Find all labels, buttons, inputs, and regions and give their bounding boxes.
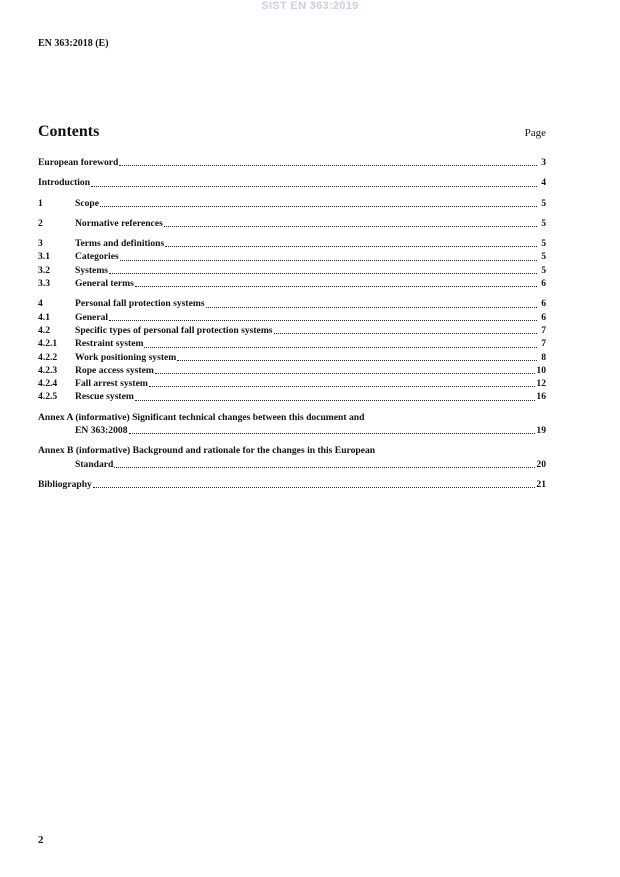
- toc-entry-page: 5: [541, 197, 546, 209]
- toc-entry-terms-and-definitions[interactable]: [38, 237, 546, 250]
- toc-entry-title: Specific types of personal fall protection systems: [75, 324, 273, 336]
- toc-entry-page: 6: [541, 311, 546, 323]
- dot-leader: [164, 226, 537, 227]
- toc-entry-number: 3.1: [38, 251, 50, 263]
- dot-leader: [177, 360, 537, 361]
- toc-entry-page: 5: [541, 251, 546, 263]
- toc-entry-introduction[interactable]: [38, 176, 546, 189]
- toc-entry-number: 4.2.1: [38, 338, 58, 350]
- toc-entry-title: Introduction: [38, 177, 91, 189]
- document-id: EN 363:2018 (E): [38, 38, 109, 49]
- toc-entry-number: 4.2.3: [38, 364, 58, 376]
- toc-entry-general-terms[interactable]: [38, 277, 546, 290]
- page-number: 2: [38, 834, 44, 846]
- toc-entry-number: 3.2: [38, 264, 50, 276]
- toc-entry-systems[interactable]: [38, 264, 546, 277]
- dot-leader: [149, 386, 536, 387]
- toc-entry-general[interactable]: [38, 311, 546, 324]
- toc-entry-title: Bibliography: [38, 478, 92, 490]
- toc-entry-page: 6: [541, 278, 546, 290]
- dot-leader: [135, 286, 537, 287]
- dot-leader: [144, 347, 537, 348]
- annex-b-title-line2: Standard: [75, 458, 114, 470]
- toc-entry-annex-b[interactable]: [38, 444, 546, 471]
- toc-entry-title: Terms and definitions: [75, 238, 165, 250]
- dot-leader: [91, 186, 537, 187]
- toc-entry-work-positioning-system[interactable]: [38, 351, 546, 364]
- toc-entry-bibliography[interactable]: [38, 478, 546, 491]
- toc-entry-page: 20: [536, 458, 546, 470]
- toc-entry-number: 4.2.4: [38, 378, 58, 390]
- contents-title: Contents: [38, 123, 100, 140]
- toc-entry-rope-access-system[interactable]: [38, 364, 546, 377]
- toc-entry-title: General: [75, 311, 109, 323]
- toc-entry-page: 10: [536, 364, 546, 376]
- toc-entry-title: European foreword: [38, 157, 119, 168]
- toc-entry-title: Systems: [75, 264, 109, 276]
- dot-leader: [109, 273, 537, 274]
- toc-entry-title: Rescue system: [75, 391, 134, 403]
- toc-entry-specific-types[interactable]: [38, 324, 546, 337]
- toc-entry-title: Work positioning system: [75, 351, 177, 363]
- toc-entry-page: 12: [536, 378, 546, 390]
- toc-entry-number: 2: [38, 217, 43, 229]
- toc-entry-number: 4.1: [38, 311, 50, 323]
- table-of-contents: [38, 156, 546, 491]
- toc-entry-restraint-system[interactable]: [38, 337, 546, 350]
- toc-entry-normative-references[interactable]: [38, 217, 546, 230]
- toc-entry-title: Scope: [75, 197, 99, 209]
- page-column-label: Page: [524, 127, 546, 139]
- toc-entry-scope[interactable]: [38, 197, 546, 210]
- toc-entry-european-foreword[interactable]: [38, 156, 546, 169]
- toc-entry-page: 5: [541, 264, 546, 276]
- toc-entry-page: 19: [536, 425, 546, 437]
- toc-entry-annex-a[interactable]: [38, 411, 546, 438]
- toc-entry-page: 7: [541, 338, 546, 350]
- dot-leader: [119, 165, 537, 166]
- toc-entry-categories[interactable]: [38, 250, 546, 263]
- toc-entry-number: 4: [38, 298, 43, 310]
- toc-entry-title: Restraint system: [75, 338, 144, 350]
- dot-leader: [135, 400, 536, 401]
- toc-entry-page: 5: [541, 238, 546, 250]
- toc-entry-page: 3: [541, 157, 546, 168]
- toc-entry-number: 4.2.2: [38, 351, 58, 363]
- toc-entry-number: 4.2.5: [38, 391, 58, 403]
- toc-entry-fall-arrest-system[interactable]: [38, 377, 546, 390]
- toc-entry-page: 4: [541, 177, 546, 189]
- toc-entry-page: 16: [536, 391, 546, 403]
- toc-entry-rescue-system[interactable]: [38, 390, 546, 403]
- toc-entry-personal-fall-protection-systems[interactable]: [38, 297, 546, 310]
- dot-leader: [206, 307, 537, 308]
- toc-entry-number: 4.2: [38, 324, 50, 336]
- toc-entry-title: Fall arrest system: [75, 378, 148, 390]
- watermark: SIST EN 363:2019: [261, 0, 359, 12]
- toc-entry-page: 6: [541, 298, 546, 310]
- toc-entry-title: General terms: [75, 278, 134, 290]
- toc-entry-page: 5: [541, 217, 546, 229]
- dot-leader: [100, 206, 537, 207]
- dot-leader: [165, 246, 537, 247]
- toc-entry-page: 21: [536, 478, 546, 490]
- toc-entry-title: Rope access system: [75, 364, 154, 376]
- annex-a-line2: [38, 424, 546, 437]
- annex-a-title-line2: EN 363:2008: [75, 425, 128, 437]
- toc-entry-page: 8: [541, 351, 546, 363]
- dot-leader: [120, 260, 537, 261]
- dot-leader: [274, 333, 537, 334]
- toc-entry-number: 1: [38, 197, 43, 209]
- annex-b-line2: [38, 458, 546, 471]
- toc-entry-title: Categories: [75, 251, 119, 263]
- dot-leader: [93, 487, 536, 488]
- toc-entry-number: 3: [38, 238, 43, 250]
- toc-entry-number: 3.3: [38, 278, 50, 290]
- annex-a-title-line1: Annex A (informative) Significant technical changes between this document and: [38, 411, 365, 423]
- dot-leader: [109, 320, 537, 321]
- annex-b-title-line1: Annex B (informative) Background and rationale for the changes in this European: [38, 445, 376, 457]
- toc-entry-title: Personal fall protection systems: [75, 298, 205, 310]
- dot-leader: [155, 373, 536, 374]
- toc-entry-title: Normative references: [75, 217, 163, 229]
- toc-entry-page: 7: [541, 324, 546, 336]
- dot-leader: [114, 467, 535, 468]
- dot-leader: [129, 433, 536, 434]
